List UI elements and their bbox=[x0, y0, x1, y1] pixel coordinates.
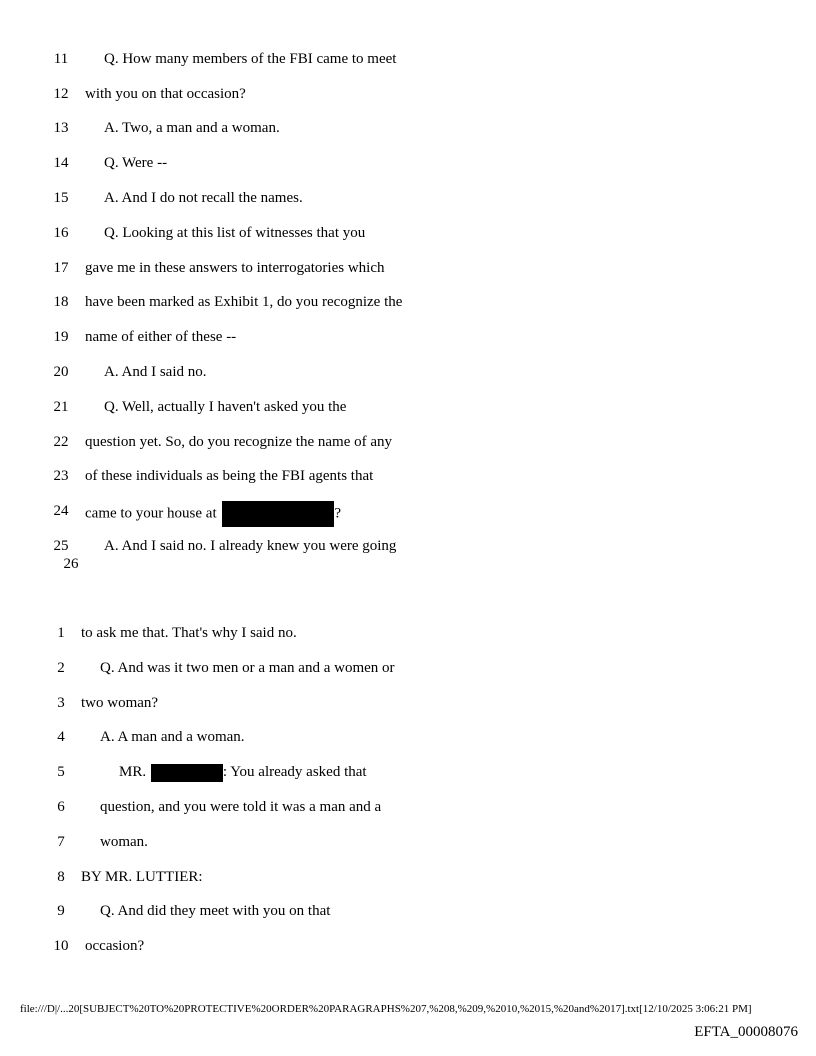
file-path-footer: file:///D|/...20[SUBJECT%20TO%20PROTECTIVE%20ORDER%20PARAGRAPHS%207,%208,%209,%2010,%2015,%20and%2017].txt[12/10/2025 3:06:21 PM] bbox=[20, 1003, 752, 1015]
line-text: Q. And was it two men or a man and a women or bbox=[100, 660, 395, 676]
line-text: gave me in these answers to interrogatories which bbox=[85, 260, 385, 276]
line-text: Q. And did they meet with you on that bbox=[100, 903, 331, 919]
line-text: A. And I do not recall the names. bbox=[104, 190, 303, 206]
line-text: A. And I said no. bbox=[104, 364, 207, 380]
redaction-box bbox=[151, 764, 223, 782]
line-text: Q. Looking at this list of witnesses that you bbox=[104, 225, 366, 241]
line-text: Q. How many members of the FBI came to meet bbox=[104, 51, 397, 67]
line-text: question yet. So, do you recognize the name of any bbox=[85, 434, 393, 450]
line-number: 21 bbox=[53, 399, 69, 415]
line-number: 9 bbox=[57, 903, 65, 919]
line-text-before: MR. bbox=[119, 764, 147, 780]
line-number: 4 bbox=[57, 729, 65, 745]
line-number: 15 bbox=[53, 190, 69, 206]
line-number: 20 bbox=[53, 364, 69, 380]
page-number: 26 bbox=[63, 556, 79, 572]
line-text-after: : You already asked that bbox=[222, 764, 367, 780]
line-number: 22 bbox=[53, 434, 69, 450]
line-number: 3 bbox=[57, 695, 65, 711]
line-text: to ask me that. That's why I said no. bbox=[81, 625, 297, 641]
line-text: A. And I said no. I already knew you were going bbox=[104, 538, 397, 554]
line-text-before: came to your house at bbox=[85, 505, 217, 522]
line-text: name of either of these -- bbox=[85, 329, 237, 345]
line-number: 18 bbox=[53, 294, 69, 310]
line-text: Q. Were -- bbox=[104, 155, 168, 171]
line-number: 5 bbox=[57, 764, 65, 780]
line-number: 16 bbox=[53, 225, 69, 241]
line-number: 6 bbox=[57, 799, 65, 815]
line-text: question, and you were told it was a man and a bbox=[100, 799, 382, 815]
line-number: 17 bbox=[53, 260, 69, 276]
line-text: woman. bbox=[100, 834, 148, 850]
line-text: A. Two, a man and a woman. bbox=[104, 120, 280, 136]
line-text: of these individuals as being the FBI agents that bbox=[85, 468, 374, 484]
line-text: BY MR. LUTTIER: bbox=[81, 869, 203, 885]
line-text: Q. Well, actually I haven't asked you the bbox=[104, 399, 347, 415]
line-number: 7 bbox=[57, 834, 65, 850]
line-number: 25 bbox=[53, 538, 69, 554]
line-number: 19 bbox=[53, 329, 69, 345]
line-text-after: ? bbox=[334, 505, 342, 522]
line-number: 24 bbox=[53, 503, 69, 519]
line-text: two woman? bbox=[81, 695, 159, 711]
document-id: EFTA_00008076 bbox=[694, 1024, 798, 1040]
line-number: 10 bbox=[53, 938, 69, 954]
line-text bbox=[119, 762, 367, 782]
line-text: with you on that occasion? bbox=[85, 86, 246, 102]
redaction-box bbox=[222, 501, 334, 527]
line-number: 8 bbox=[57, 869, 65, 885]
line-number: 11 bbox=[53, 51, 69, 67]
line-number: 1 bbox=[57, 625, 65, 641]
line-number: 14 bbox=[53, 155, 69, 171]
line-number: 2 bbox=[57, 660, 65, 676]
line-text: have been marked as Exhibit 1, do you recognize the bbox=[85, 294, 403, 310]
line-text: A. A man and a woman. bbox=[100, 729, 245, 745]
line-text: occasion? bbox=[85, 938, 145, 954]
line-number: 23 bbox=[53, 468, 69, 484]
line-number: 13 bbox=[53, 120, 69, 136]
line-number: 12 bbox=[53, 86, 69, 102]
line-text bbox=[85, 501, 341, 527]
